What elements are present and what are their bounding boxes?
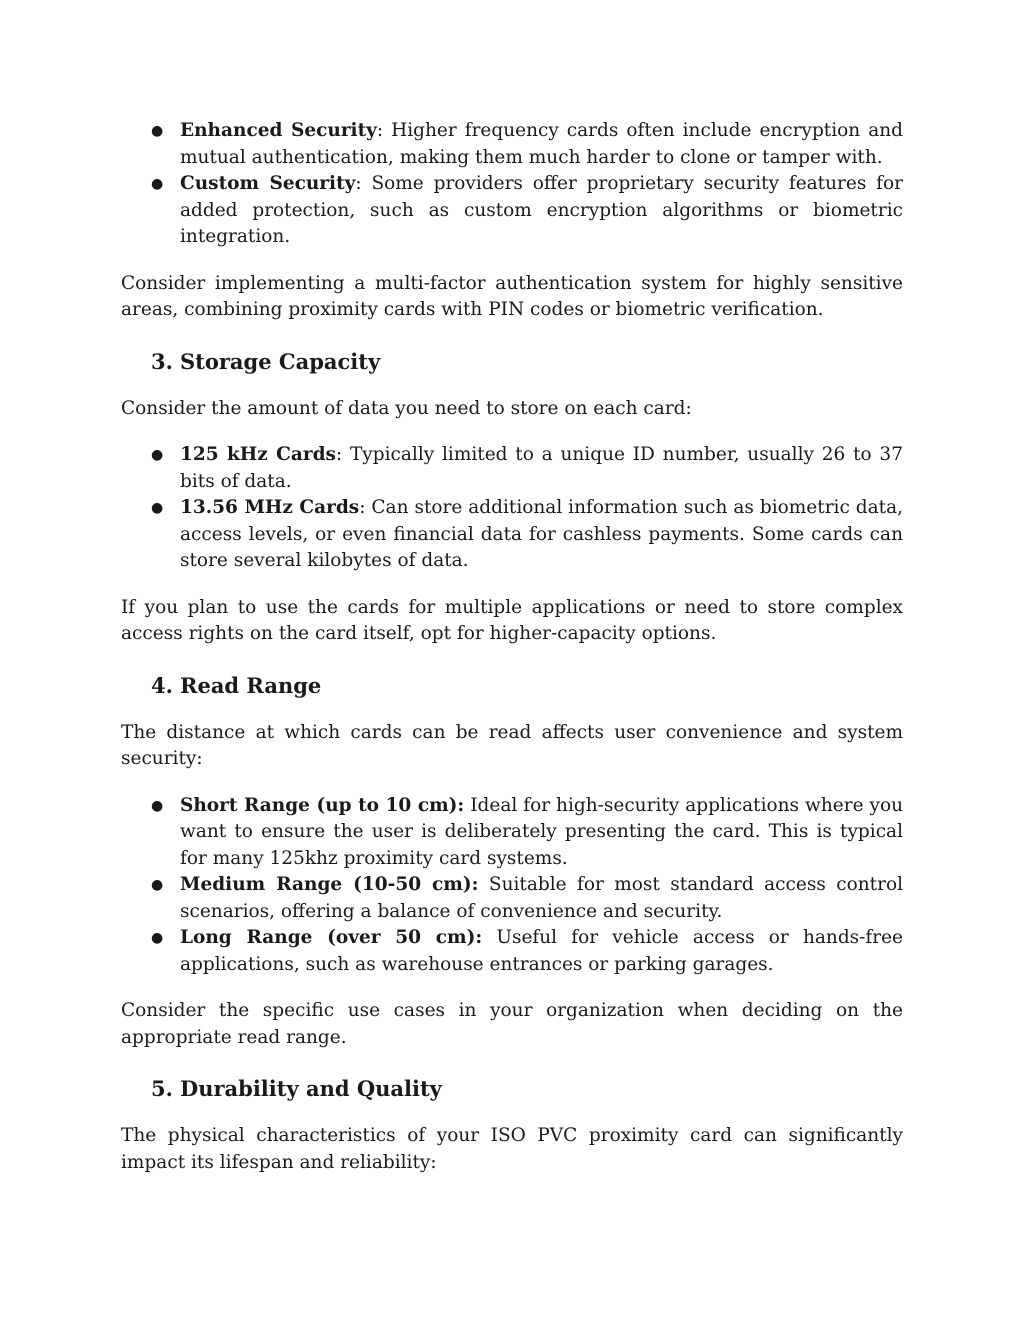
bullet-term: Custom Security [180,173,356,194]
section-number: 4. [151,672,173,698]
bullet-text: Useful for vehicle access or hands-free applications, such as warehouse entrances or parking garages. [180,927,903,975]
list-item [151,118,903,171]
list-item [151,925,903,978]
bullet-icon: ● [151,123,164,139]
security-bullet-list [121,118,903,251]
bullet-term: Short Range (up to 10 cm): [180,794,465,816]
bullet-term: Long Range (over 50 cm): [180,927,483,948]
list-item [151,872,903,925]
section-number: 5. [151,1076,173,1101]
bullet-icon: ● [151,797,164,814]
section-title: Storage Capacity [180,348,381,374]
bullet-term: Enhanced Security [180,120,377,141]
bullet-text: : Typically limited to a unique ID number, usually 26 to 37 bits of data. [180,444,903,492]
section-title: Read Range [180,672,322,698]
list-item [151,171,903,251]
section-title: Durability and Quality [180,1076,442,1101]
bullet-icon: ● [151,877,164,893]
read-range-intro: The distance at which cards can be read affects user convenience and system security: [121,721,903,769]
storage-note: If you plan to use the cards for multiple applications or need to store complex access rights on the card itself, opt for higher-capacity options. [121,596,903,644]
bullet-term: 125 kHz Cards [180,444,336,465]
list-item [151,793,903,873]
list-item [151,495,903,575]
security-note: Consider implementing a multi-factor authentication system for highly sensitive areas, combining proximity cards with PIN codes or biometric verification. [121,272,903,320]
bullet-term: Medium Range (10-50 cm): [180,874,479,895]
section-heading-read-range [121,672,903,700]
section-heading-storage [121,348,903,376]
durability-intro: The physical characteristics of your ISO PVC proximity card can significantly impact its lifespan and reliability: [121,1125,903,1173]
document-page [121,118,903,1176]
bullet-term: 13.56 MHz Cards [180,497,360,518]
bullet-text: : Higher frequency cards often include encryption and mutual authentication, making them much harder to clone or tamper with. [180,120,903,168]
bullet-text: : Can store additional information such as biometric data, access levels, or even financial data for cashless payments. Some cards can store several kilobytes of data. [180,497,903,571]
bullet-icon: ● [151,176,164,192]
bullet-text: : Some providers offer proprietary security features for added protection, such as custom encryption algorithms or biometric integration. [180,173,903,247]
bullet-icon: ● [151,500,164,516]
section-number: 3. [151,348,173,374]
section-heading-durability [121,1075,903,1103]
bullet-icon: ● [151,930,164,946]
read-range-bullet-list [121,793,903,979]
bullet-icon: ● [151,447,164,463]
bullet-text: Suitable for most standard access control scenarios, offering a balance of convenience and security. [180,874,903,922]
storage-bullet-list [121,442,903,575]
read-range-note: Consider the specific use cases in your organization when deciding on the appropriate read range. [121,1000,903,1048]
list-item [151,442,903,495]
storage-intro: Consider the amount of data you need to store on each card: [121,397,692,419]
bullet-text: Ideal for high-security applications where you want to ensure the user is deliberately presenting the card. This is typical for many 125khz proximity card systems. [180,794,903,869]
